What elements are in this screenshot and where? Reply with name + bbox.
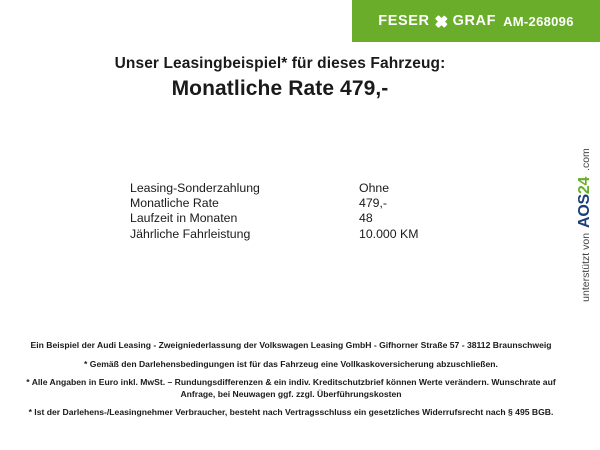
spec-label: Leasing-Sonderzahlung	[130, 181, 260, 195]
sponsor-prefix: unterstützt von	[580, 232, 592, 302]
feser-graf-logo	[378, 13, 496, 29]
legal-footer	[16, 340, 566, 419]
offer-code: AM-268096	[503, 13, 574, 29]
table-row	[130, 227, 418, 242]
spec-value: Ohne	[359, 181, 390, 195]
spec-label: Laufzeit in Monaten	[130, 211, 238, 226]
leasing-subtitle: Unser Leasingbeispiel* für dieses Fahrzeug:	[114, 55, 446, 72]
page-title: Monatliche Rate 479,-	[171, 77, 389, 100]
brand-name-first: FESER	[378, 13, 430, 29]
table-row	[130, 181, 418, 196]
sponsor-brand	[576, 177, 594, 228]
legal-line-4: * Ist der Darlehens-/Leasingnehmer Verbraucher, besteht nach Vertragsschluss ein gesetzliches Widerrufsrecht nach § 495 BGB.	[28, 407, 554, 418]
sponsor-sidebar	[572, 130, 598, 320]
spec-value: 479,-	[359, 196, 388, 211]
cross-icon	[435, 15, 448, 28]
spec-label: Monatliche Rate	[130, 196, 219, 211]
spec-value: 10.000 KM	[359, 226, 419, 241]
heading-block	[0, 55, 560, 101]
legal-line-3: * Alle Angaben in Euro inkl. MwSt. – Rundungsdifferenzen & ein indiv. Kreditschutzbrief können Werte verändern. Wunschrate auf Anfrage, bei Neuwagen ggf. zzgl. Überführungskosten	[26, 377, 556, 399]
spec-value: 48	[359, 211, 373, 226]
table-row	[130, 196, 418, 211]
sponsor-brand-name: AOS	[576, 194, 593, 228]
sponsor-text-rotated	[576, 148, 594, 302]
spec-label: Jährliche Fahrleistung	[130, 226, 251, 241]
brand-name-second: GRAF	[452, 13, 497, 29]
table-row	[130, 211, 418, 226]
sponsor-brand-suffix: 24	[576, 176, 593, 195]
brand-banner-content	[378, 13, 573, 29]
legal-line-1: Ein Beispiel der Audi Leasing - Zweigniederlassung der Volkswagen Leasing GmbH - Gifhorner Straße 57 - 38112 Braunschweig	[30, 340, 552, 350]
sponsor-domain: .com	[580, 148, 592, 171]
legal-line-2: * Gemäß den Darlehensbedingungen ist für das Fahrzeug eine Vollkaskoversicherung abzuschließen.	[84, 358, 498, 369]
leasing-details-table	[130, 181, 418, 242]
brand-banner	[352, 0, 600, 42]
